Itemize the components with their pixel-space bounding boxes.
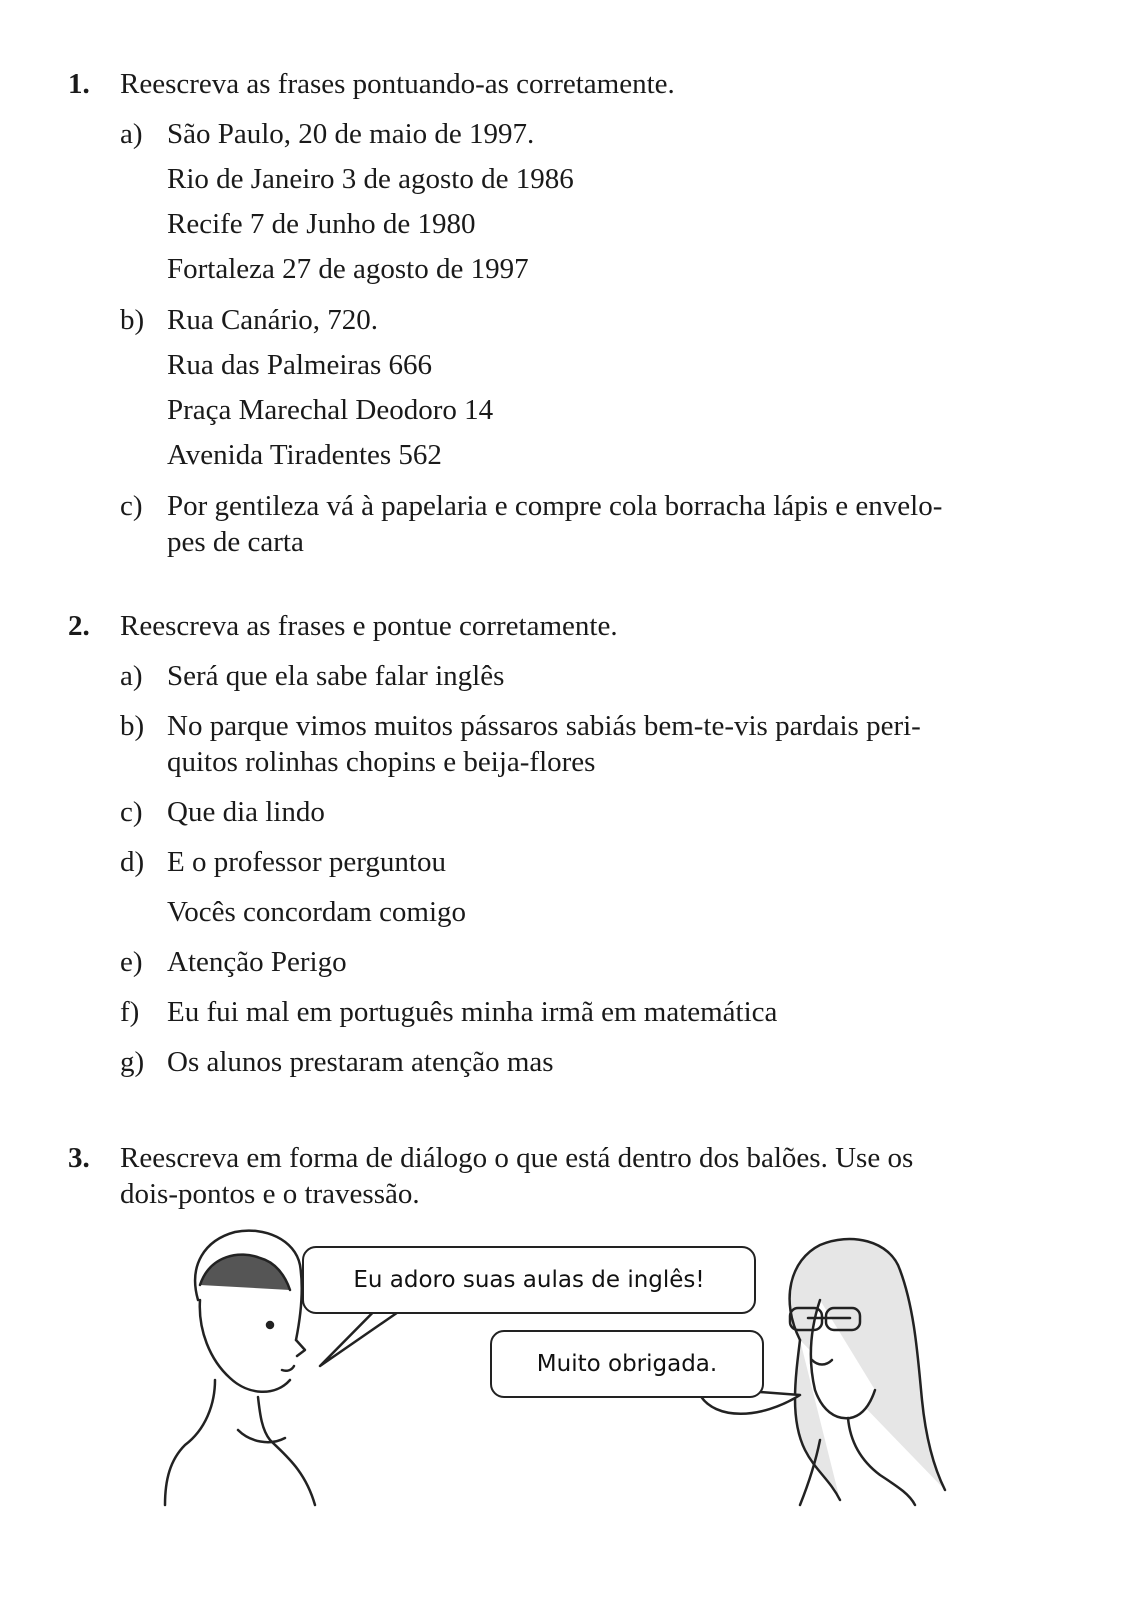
boy-collar xyxy=(238,1430,285,1442)
item-letter: b) xyxy=(120,710,145,742)
item-line: São Paulo, 20 de maio de 1997. xyxy=(167,118,535,150)
item-line: E o professor perguntou xyxy=(167,846,446,878)
item-letter: d) xyxy=(120,846,145,878)
item-line: No parque vimos muitos pássaros sabiás bem-te-vis pardais peri- xyxy=(167,710,921,742)
item-line: Que dia lindo xyxy=(167,796,325,828)
balloon-text: Eu adoro suas aulas de inglês! xyxy=(353,1267,705,1293)
item-line: Avenida Tiradentes 562 xyxy=(167,439,442,471)
balloon-text: Muito obrigada. xyxy=(536,1351,718,1377)
item-letter: a) xyxy=(120,660,143,692)
question-instruction: Reescreva as frases e pontue corretamente. xyxy=(120,610,618,642)
boy-nose xyxy=(296,1340,305,1356)
item-letter: c) xyxy=(120,796,143,828)
item-letter: a) xyxy=(120,118,143,150)
boy-neck-back xyxy=(165,1380,215,1505)
speech-balloon-boy xyxy=(302,1246,756,1314)
question-number: 3. xyxy=(68,1142,90,1174)
question-instruction-line: dois-pontos e o travessão. xyxy=(120,1178,420,1210)
item-line: pes de carta xyxy=(167,526,304,558)
item-letter: b) xyxy=(120,304,145,336)
item-letter: f) xyxy=(120,996,140,1028)
boy-figure xyxy=(165,1231,315,1505)
boy-eye xyxy=(267,1322,273,1328)
boy-face xyxy=(200,1300,290,1392)
item-line: Por gentileza vá à papelaria e compre cola borracha lápis e envelo- xyxy=(167,490,943,522)
item-line: quitos rolinhas chopins e beija-flores xyxy=(167,746,596,778)
woman-figure xyxy=(790,1239,945,1505)
item-line: Atenção Perigo xyxy=(167,946,347,978)
speech-balloon-woman xyxy=(490,1330,764,1398)
boy-hair xyxy=(200,1255,290,1290)
question-instruction-line: Reescreva em forma de diálogo o que está dentro dos balões. Use os xyxy=(120,1142,914,1174)
item-letter: e) xyxy=(120,946,143,978)
boy-neck-front xyxy=(258,1397,315,1505)
question-number: 2. xyxy=(68,610,90,642)
item-line: Eu fui mal em português minha irmã em matemática xyxy=(167,996,778,1028)
item-line: Recife 7 de Junho de 1980 xyxy=(167,208,476,240)
item-line: Rio de Janeiro 3 de agosto de 1986 xyxy=(167,163,574,195)
boy-mouth xyxy=(282,1366,294,1371)
item-line: Fortaleza 27 de agosto de 1997 xyxy=(167,253,529,285)
item-letter: g) xyxy=(120,1046,145,1078)
item-line: Será que ela sabe falar inglês xyxy=(167,660,505,692)
item-line: Vocês concordam comigo xyxy=(167,896,467,928)
item-line: Rua Canário, 720. xyxy=(167,304,379,336)
item-line: Rua das Palmeiras 666 xyxy=(167,349,432,381)
question-number: 1. xyxy=(68,68,90,100)
item-line: Os alunos prestaram atenção mas xyxy=(167,1046,554,1078)
question-instruction: Reescreva as frases pontuando-as corretamente. xyxy=(120,68,675,100)
item-letter: c) xyxy=(120,490,143,522)
item-line: Praça Marechal Deodoro 14 xyxy=(167,394,494,426)
